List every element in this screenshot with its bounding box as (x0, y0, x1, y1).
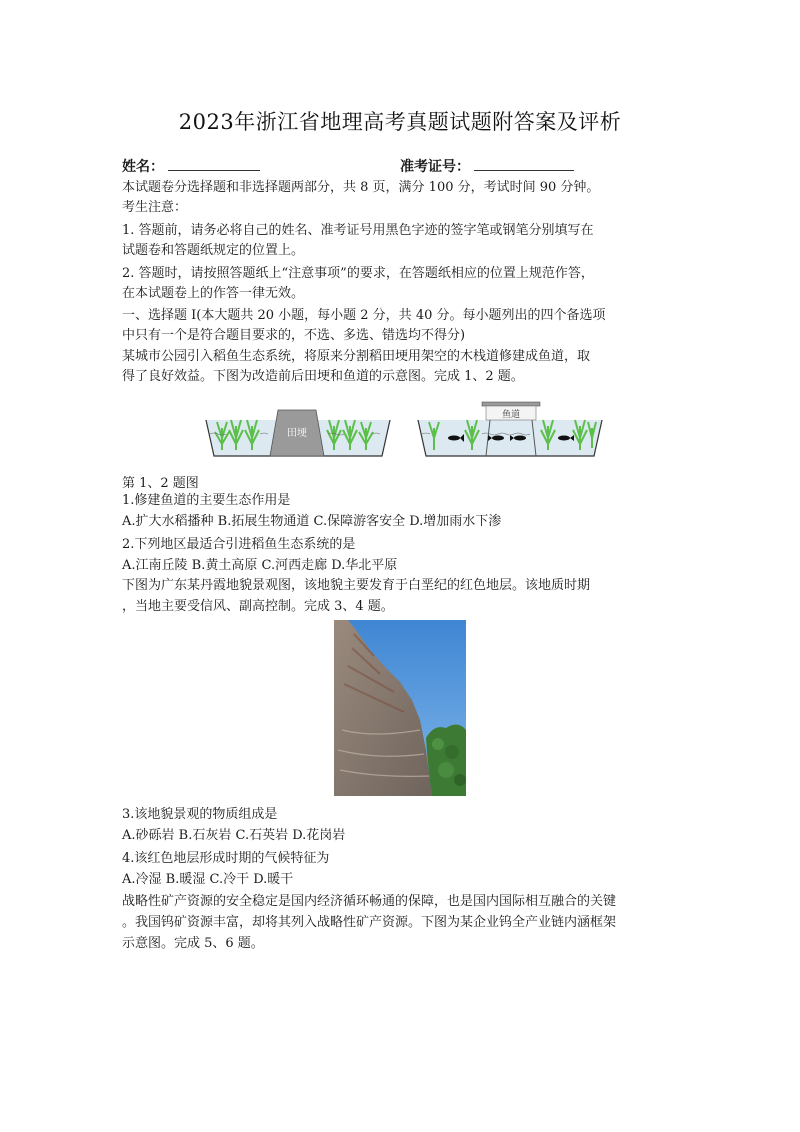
name-blank[interactable] (168, 156, 260, 171)
name-label: 姓名： (122, 159, 164, 175)
fish-passage-walkway (482, 402, 540, 406)
rice-fish-diagram (200, 398, 610, 464)
note-2-line-a: 2. 答题时，请按照答题纸上“注意事项”的要求，在答题纸相应的位置上规范作答， (122, 266, 594, 281)
field-before-diagram (206, 410, 390, 456)
exam-number-label: 准考证号： (400, 159, 470, 175)
stem-5-6-line-c: 示意图。完成 5、6 题。 (122, 936, 264, 951)
q2-options: A.江南丘陵 B.黄土高原 C.河西走廊 D.华北平原 (122, 558, 398, 573)
q1-options: A.扩大水稻播种 B.拓展生物通道 C.保障游客安全 D.增加雨水下渗 (122, 514, 502, 529)
q3-options: A.砂砾岩 B.石灰岩 C.石英岩 D.花岗岩 (122, 828, 346, 843)
stem-1-2-line-b: 得了良好效益。下图为改造前后田埂和鱼道的示意图。完成 1、2 题。 (122, 369, 524, 384)
exam-number-field (400, 156, 574, 176)
q2-stem: 2.下列地区最适合引进稻鱼生态系统的是 (122, 537, 356, 552)
note-1-line-b: 试题卷和答题纸规定的位置上。 (122, 243, 305, 258)
note-2-line-b: 在本试题卷上的作答一律无效。 (122, 286, 305, 301)
fish-passage-label: 鱼道 (501, 410, 521, 420)
field-after-diagram (418, 402, 602, 456)
stem-3-4-line-b: ，当地主要受信风、副高控制。完成 3、4 题。 (122, 599, 394, 614)
figure-1-2-caption: 第 1、2 题图 (122, 476, 199, 491)
q4-stem: 4.该红色地层形成时期的气候特征为 (122, 851, 330, 866)
page-title: 2023年浙江省地理高考真题试题附答案及评析 (178, 110, 622, 134)
name-field (122, 156, 260, 176)
stem-1-2-line-a: 某城市公园引入稻鱼生态系统，将原来分割稻田埂用架空的木栈道修建成鱼道，取 (122, 349, 591, 364)
note-1-line-a: 1. 答题前，请务必将自己的姓名、准考证号用黑色字迹的签字笔或钢笔分别填写在 (122, 223, 594, 238)
section-heading-line-b: 中只有一个是符合题目要求的，不选、多选、错选均不得分) (122, 328, 466, 343)
q4-options: A.冷湿 B.暖湿 C.冷干 D.暖干 (122, 872, 294, 887)
q3-stem: 3.该地貌景观的物质组成是 (122, 807, 278, 822)
exam-number-blank[interactable] (474, 156, 574, 171)
section-heading-line-a: 一、选择题 I(本大题共 20 小题，每小题 2 分，共 40 分。每小题列出的四个备选项 (122, 308, 606, 323)
stem-5-6-line-b: 。我国钨矿资源丰富，却将其列入战略性矿产资源。下图为某企业钨全产业链内涵框架 (122, 915, 617, 930)
notice-title: 考生注意： (122, 200, 188, 215)
stem-3-4-line-a: 下图为广东某丹霞地貌景观图，该地貌主要发育于白垩纪的红色地层。该地质时期 (122, 578, 591, 593)
stem-5-6-line-a: 战略性矿产资源的安全稳定是国内经济循环畅通的保障，也是国内国际相互融合的关键 (122, 894, 617, 909)
field-ridge-label: 田埂 (287, 428, 307, 439)
q1-stem: 1.修建鱼道的主要生态作用是 (122, 493, 291, 508)
danxia-landform-photo (334, 620, 466, 796)
exam-description: 本试题卷分选择题和非选择题两部分，共 8 页，满分 100 分，考试时间 90 分钟。 (122, 180, 600, 195)
